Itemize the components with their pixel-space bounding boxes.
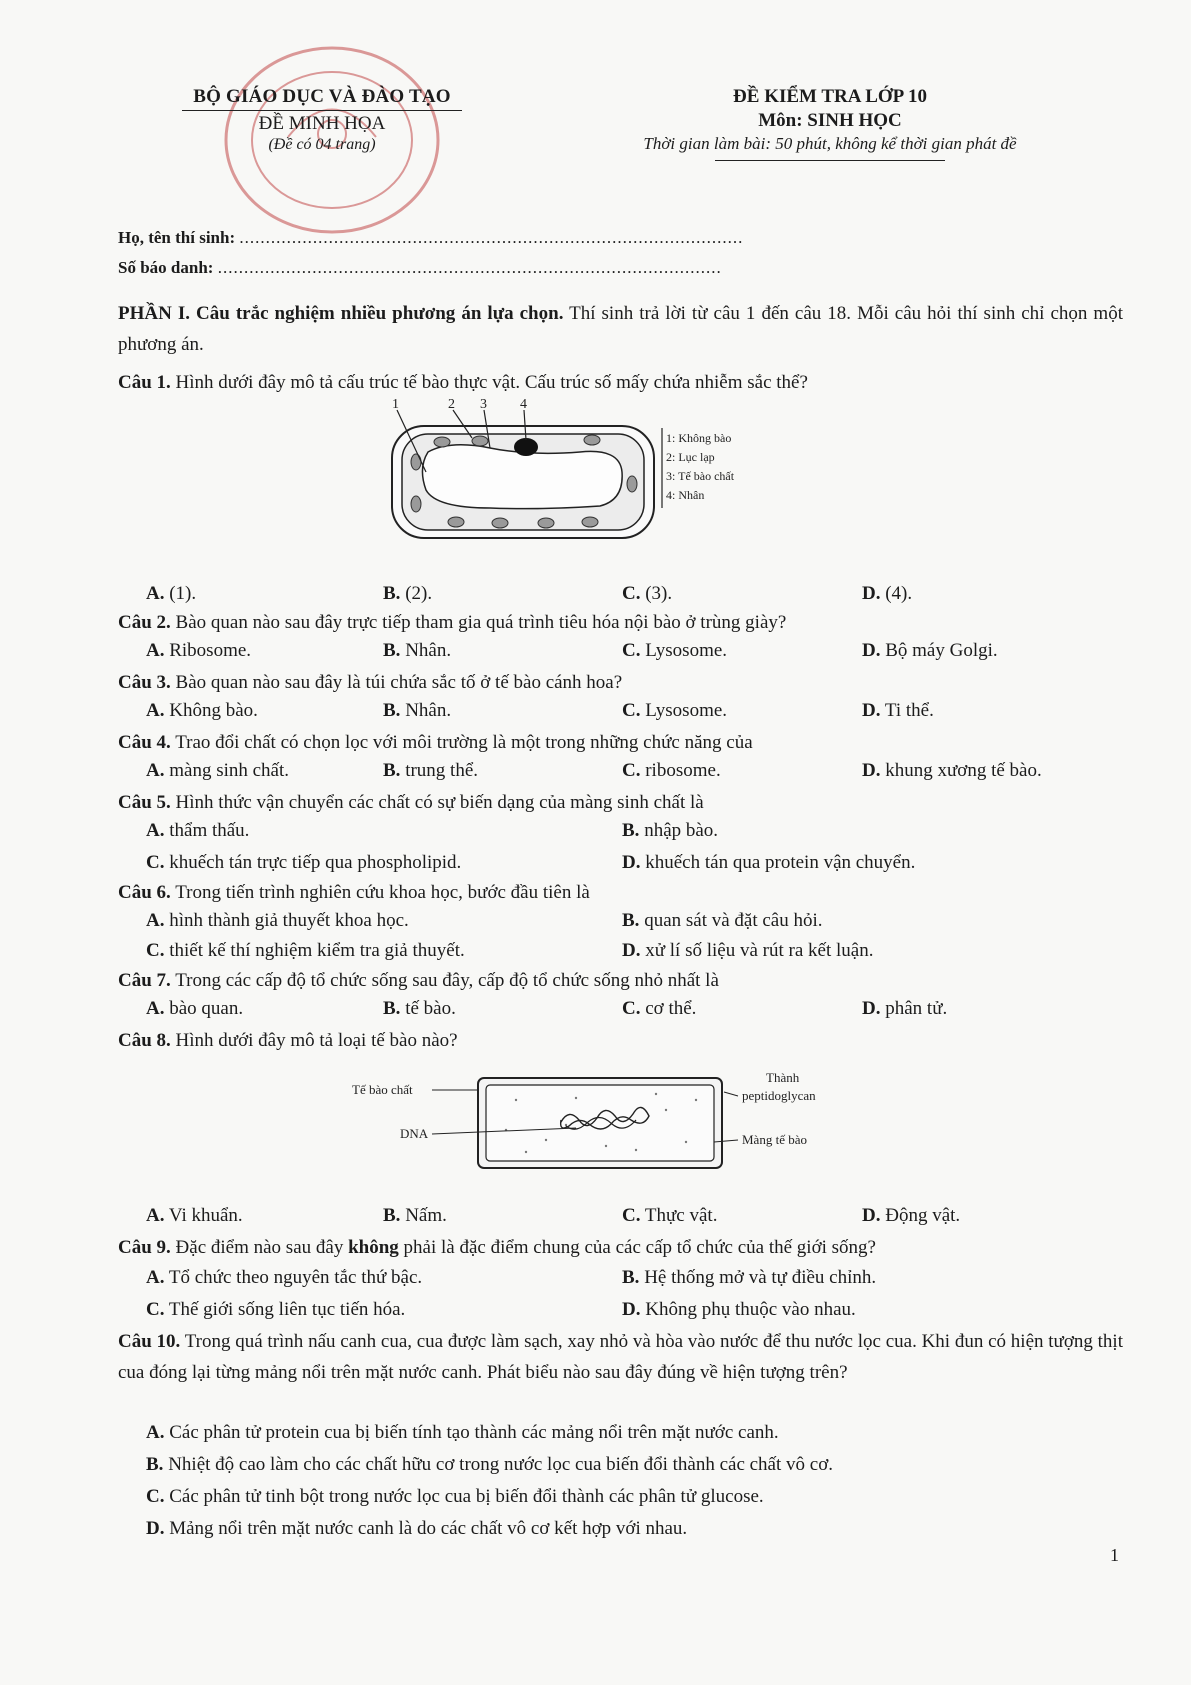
option-b[interactable]: B. (2).: [383, 583, 433, 604]
option-b[interactable]: B. Nấm.: [383, 1205, 447, 1226]
question-text: Hình dưới đây mô tả loại tế bào nào?: [170, 1030, 458, 1051]
option-c[interactable]: C. cơ thể.: [622, 998, 697, 1019]
label-wall-line-2: peptidoglycan: [742, 1088, 816, 1103]
option-d[interactable]: D. Ti thể.: [862, 700, 934, 721]
question-number: Câu 4.: [118, 732, 171, 753]
student-id-field: [118, 258, 722, 278]
option-d[interactable]: D. Động vật.: [862, 1205, 961, 1226]
option-c[interactable]: C. (3).: [622, 583, 673, 604]
option-c[interactable]: C. Lysosome.: [622, 640, 728, 661]
legend-item-4: 4: Nhân: [666, 488, 705, 502]
option-a[interactable]: A. bào quan.: [146, 998, 244, 1019]
option-a[interactable]: A. Không bào.: [146, 700, 258, 721]
question-3: [118, 672, 622, 694]
time-note: Thời gian làm bài: 50 phút, không kể thời gian phát đề: [643, 134, 1017, 153]
student-name-label: Họ, tên thí sinh:: [118, 228, 236, 247]
section-1-intro: [118, 298, 1123, 360]
option-c[interactable]: C. Lysosome.: [622, 700, 728, 721]
question-number: Câu 10.: [118, 1331, 181, 1352]
option-a[interactable]: A. thẩm thấu.: [146, 820, 250, 841]
question-4: [118, 732, 753, 754]
plant-cell-diagram: [380, 397, 800, 550]
option-b[interactable]: B. tế bào.: [383, 998, 456, 1019]
question-5: [118, 792, 704, 814]
header-ministry-block: [162, 86, 482, 154]
option-a[interactable]: A. (1).: [146, 583, 197, 604]
option-c[interactable]: C. ribosome.: [622, 760, 721, 781]
question-number: Câu 8.: [118, 1030, 171, 1051]
question-text: Hình dưới đây mô tả cấu trúc tế bào thực vật. Cấu trúc số mấy chứa nhiễm sắc thể?: [170, 372, 808, 393]
option-d[interactable]: D. khuếch tán qua protein vận chuyển.: [622, 852, 916, 873]
question-number: Câu 1.: [118, 372, 171, 393]
question-9: Câu 9. Đặc điểm nào sau đây không phải là đặc điểm chung của các cấp tổ chức của thế giới sống?: [118, 1237, 876, 1258]
legend-item-2: 2: Lục lạp: [666, 450, 715, 464]
option-b[interactable]: B. Nhân.: [383, 640, 452, 661]
option-b[interactable]: B. nhập bào.: [622, 820, 719, 841]
option-d[interactable]: D. xử lí số liệu và rút ra kết luận.: [622, 940, 874, 961]
label-number-2: 2: [448, 397, 455, 412]
option-b[interactable]: B. Nhiệt độ cao làm cho các chất hữu cơ trong nước lọc cua biến đổi thành các chất vô cơ.: [146, 1454, 834, 1475]
option-a[interactable]: A. Các phân tử protein cua bị biến tính tạo thành các mảng nổi trên mặt nước canh.: [146, 1422, 779, 1443]
legend-item-1: 1: Không bào: [666, 431, 732, 445]
option-d[interactable]: D. Mảng nổi trên mặt nước canh là do các chất vô cơ kết hợp với nhau.: [146, 1518, 688, 1539]
header-exam-block: [560, 86, 1100, 161]
option-c[interactable]: C. khuếch tán trực tiếp qua phospholipid.: [146, 852, 462, 873]
student-name-field: [118, 228, 743, 248]
question-number: Câu 6.: [118, 882, 171, 903]
label-number-1: 1: [392, 397, 399, 412]
question-text: Trong tiến trình nghiên cứu khoa học, bước đầu tiên là: [170, 882, 590, 903]
question-2: [118, 612, 786, 634]
label-wall-line-1: Thành: [766, 1070, 800, 1085]
dotted-line: ................................................................................................: [239, 228, 744, 247]
dotted-line: ................................................................................................: [217, 258, 722, 277]
question-number: Câu 7.: [118, 970, 171, 991]
question-6: [118, 882, 590, 904]
page-count-note: (Đề có 04 trang): [268, 136, 376, 153]
option-c[interactable]: C. thiết kế thí nghiệm kiểm tra giả thuyết.: [146, 940, 465, 961]
option-d[interactable]: D. khung xương tế bào.: [862, 760, 1042, 781]
option-c[interactable]: C. Các phân tử tinh bột trong nước lọc cua bị biến đổi thành các phân tử glucose.: [146, 1486, 764, 1507]
legend-item-3: 3: Tế bào chất: [666, 469, 735, 483]
option-c[interactable]: C. Thế giới sống liên tục tiến hóa.: [146, 1299, 406, 1320]
question-10: [118, 1326, 1123, 1388]
ministry-name: BỘ GIÁO DỤC VÀ ĐÀO TẠO: [193, 86, 451, 107]
option-c[interactable]: C. Thực vật.: [622, 1205, 718, 1226]
exam-title: ĐỀ KIỂM TRA LỚP 10: [733, 86, 927, 107]
label-membrane: Màng tế bào: [742, 1132, 807, 1147]
label-cytoplasm: Tế bào chất: [352, 1082, 413, 1097]
page-number: 1: [1110, 1545, 1119, 1565]
option-d[interactable]: D. Bộ máy Golgi.: [862, 640, 998, 661]
label-number-3: 3: [480, 397, 487, 412]
option-a[interactable]: A. màng sinh chất.: [146, 760, 290, 781]
exam-type: ĐỀ MINH HỌA: [258, 113, 386, 134]
question-text: Trong các cấp độ tổ chức sống sau đây, cấp độ tổ chức sống nhỏ nhất là: [170, 970, 719, 991]
section-1-instruction: Thí sinh trả lời từ câu 1 đến câu 18. Mỗi câu hỏi thí sinh chỉ chọn một phương án.: [118, 303, 1123, 355]
question-8: [118, 1030, 458, 1052]
label-number-4: 4: [520, 397, 527, 412]
option-b[interactable]: B. Hệ thống mở và tự điều chỉnh.: [622, 1267, 877, 1288]
ministry-underline: [182, 110, 462, 111]
option-b[interactable]: B. quan sát và đặt câu hỏi.: [622, 910, 823, 931]
question-number: Câu 5.: [118, 792, 171, 813]
option-b[interactable]: B. trung thể.: [383, 760, 479, 781]
question-number: Câu 2.: [118, 612, 171, 633]
question-text: Hình thức vận chuyển các chất có sự biến dạng của màng sinh chất là: [170, 792, 704, 813]
question-text: Trao đổi chất có chọn lọc với môi trường là một trong những chức năng của: [170, 732, 753, 753]
option-d[interactable]: D. phân tử.: [862, 998, 948, 1019]
option-d[interactable]: D. (4).: [862, 583, 913, 604]
question-1: [118, 372, 808, 394]
option-a[interactable]: A. Tổ chức theo nguyên tắc thứ bậc.: [146, 1267, 423, 1288]
section-1-title: PHẦN I. Câu trắc nghiệm nhiều phương án lựa chọn.: [118, 303, 564, 324]
bacterial-cell-diagram: [352, 1070, 836, 1180]
option-b[interactable]: B. Nhân.: [383, 700, 452, 721]
option-a[interactable]: A. hình thành giả thuyết khoa học.: [146, 910, 409, 931]
emphasis-not: không: [348, 1237, 399, 1258]
option-a[interactable]: A. Ribosome.: [146, 640, 252, 661]
option-a[interactable]: A. Vi khuẩn.: [146, 1205, 243, 1226]
question-7: [118, 970, 719, 992]
question-text: Trong quá trình nấu canh cua, cua được làm sạch, xay nhỏ và hòa vào nước để thu nước lọc cua. Khi đun có hiện tượng thịt cua đóng lại từng mảng nổi trên mặt nước canh. Phát biểu nào sau đây đúng về hiện tượng trên?: [118, 1331, 1123, 1383]
label-dna: DNA: [400, 1126, 429, 1141]
question-text: Bào quan nào sau đây là túi chứa sắc tố ở tế bào cánh hoa?: [170, 672, 623, 693]
question-number: Câu 3.: [118, 672, 171, 693]
option-d[interactable]: D. Không phụ thuộc vào nhau.: [622, 1299, 856, 1320]
question-number: Câu 9.: [118, 1237, 171, 1258]
student-id-label: Số báo danh:: [118, 258, 214, 277]
subject: Môn: SINH HỌC: [758, 110, 902, 131]
header-underline: [715, 160, 945, 161]
question-text: Bào quan nào sau đây trực tiếp tham gia quá trình tiêu hóa nội bào ở trùng giày?: [170, 612, 787, 633]
